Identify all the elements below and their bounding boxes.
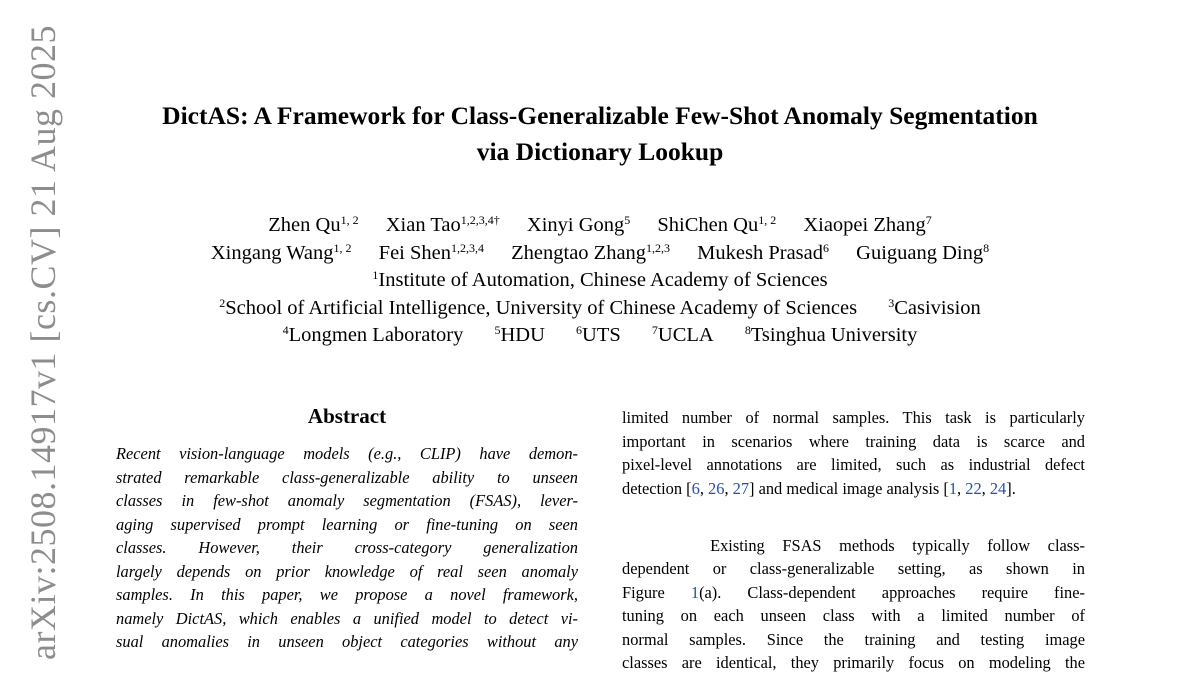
affiliation: $^8$Tsinghua University	[744, 322, 918, 346]
body-line: pixel-level annotations are limited, such as industrial defect	[622, 455, 1085, 474]
intro-paragraph-1	[622, 406, 1085, 500]
author: Xinyi Gong$^5$	[526, 212, 631, 236]
author: ShiChen Qu$^{1, 2}$	[657, 212, 777, 236]
citation-link[interactable]: 1	[948, 478, 958, 498]
introduction-column	[622, 406, 1085, 675]
body-line: dependent or class-generalizable setting, as shown in	[622, 559, 1085, 578]
author: Xian Tao$^{1,2,3,4\dagger}$	[385, 212, 500, 236]
abstract-section	[116, 400, 578, 654]
abstract-line: samples. In this paper, we propose a novel framework,	[116, 585, 578, 604]
author: Mukesh Prasad$^6$	[697, 240, 830, 264]
affiliation: $^4$Longmen Laboratory	[282, 322, 464, 346]
affiliations-line-2	[100, 295, 1100, 323]
abstract-line: namely DictAS, which enables a unified model to detect vi-	[116, 608, 578, 628]
authors-line-1	[100, 212, 1100, 240]
citation-link[interactable]: 27	[732, 478, 750, 498]
abstract-line: classes. However, their cross-category generalization	[116, 538, 578, 557]
author: Xiaopei Zhang$^7$	[803, 212, 932, 236]
body-line: classes are identical, they primarily focus on modeling the	[622, 653, 1085, 672]
abstract-body	[116, 442, 578, 654]
citation-link[interactable]: 6	[691, 478, 700, 498]
affiliation: $^3$Casivision	[888, 295, 981, 319]
body-line: important in scenarios where training data is scarce and	[622, 431, 1085, 451]
figure-link[interactable]: 1	[690, 582, 700, 602]
abstract-line: sual anomalies in unseen object categories without any	[116, 632, 578, 651]
author: Guiguang Ding$^8$	[856, 240, 990, 264]
body-line: detection [6, 26, 27] and medical image analysis [1, 22, 24].	[622, 478, 1016, 498]
author: Zhen Qu$^{1, 2}$	[268, 212, 359, 236]
paper-title	[100, 98, 1100, 170]
title-line-1: DictAS: A Framework for Class-Generalizable Few-Shot Anomaly Segmentation	[162, 101, 1038, 130]
affiliation: $^7$UCLA	[651, 322, 714, 346]
affiliation: $^1$Institute of Automation, Chinese Academy of Sciences	[372, 267, 828, 291]
abstract-line: strated remarkable class-generalizable ability to unseen	[116, 467, 578, 487]
abstract-line: classes in few-shot anomaly segmentation (FSAS), lever-	[116, 491, 578, 510]
citation-link[interactable]: 26	[708, 478, 725, 498]
title-line-2: via Dictionary Lookup	[476, 137, 724, 166]
affiliation: $^6$UTS	[576, 322, 621, 346]
abstract-line: largely depends on prior knowledge of real seen anomaly	[116, 561, 578, 581]
author: Zhengtao Zhang$^{1,2,3}$	[511, 240, 671, 264]
body-line: normal samples. Since the training and testing image	[622, 629, 1085, 649]
body-line: Figure 1(a). Class-dependent approaches require fine-	[622, 582, 1085, 602]
author: Xingang Wang$^{1, 2}$	[210, 240, 352, 264]
body-line: Existing FSAS methods typically follow class-	[622, 535, 1085, 555]
body-line: limited number of normal samples. This task is particularly	[622, 408, 1085, 427]
affiliations-line-3	[100, 322, 1100, 350]
abstract-heading: Abstract	[307, 404, 387, 428]
author: Fei Shen$^{1,2,3,4}$	[378, 240, 484, 264]
affiliations-line-1	[100, 267, 1100, 295]
affiliation: $^2$School of Artificial Intelligence, University of Chinese Academy of Sciences	[219, 295, 858, 319]
authors-line-2	[100, 240, 1100, 268]
citation-link[interactable]: 22	[965, 478, 982, 498]
affiliation: $^5$HDU	[494, 322, 545, 346]
author-block	[100, 212, 1100, 350]
citation-link[interactable]: 24	[989, 478, 1007, 498]
abstract-line: Recent vision-language models (e.g., CLIP) have demon-	[116, 444, 578, 463]
arxiv-side-stamp: arXiv:2508.14917v1 [cs.CV] 21 Aug 2025	[23, 25, 63, 660]
abstract-line: aging supervised prompt learning or fine-tuning on seen	[116, 514, 578, 534]
intro-paragraph-2	[622, 510, 1085, 675]
body-line: tuning on each unseen class with a limited number of	[622, 606, 1085, 625]
